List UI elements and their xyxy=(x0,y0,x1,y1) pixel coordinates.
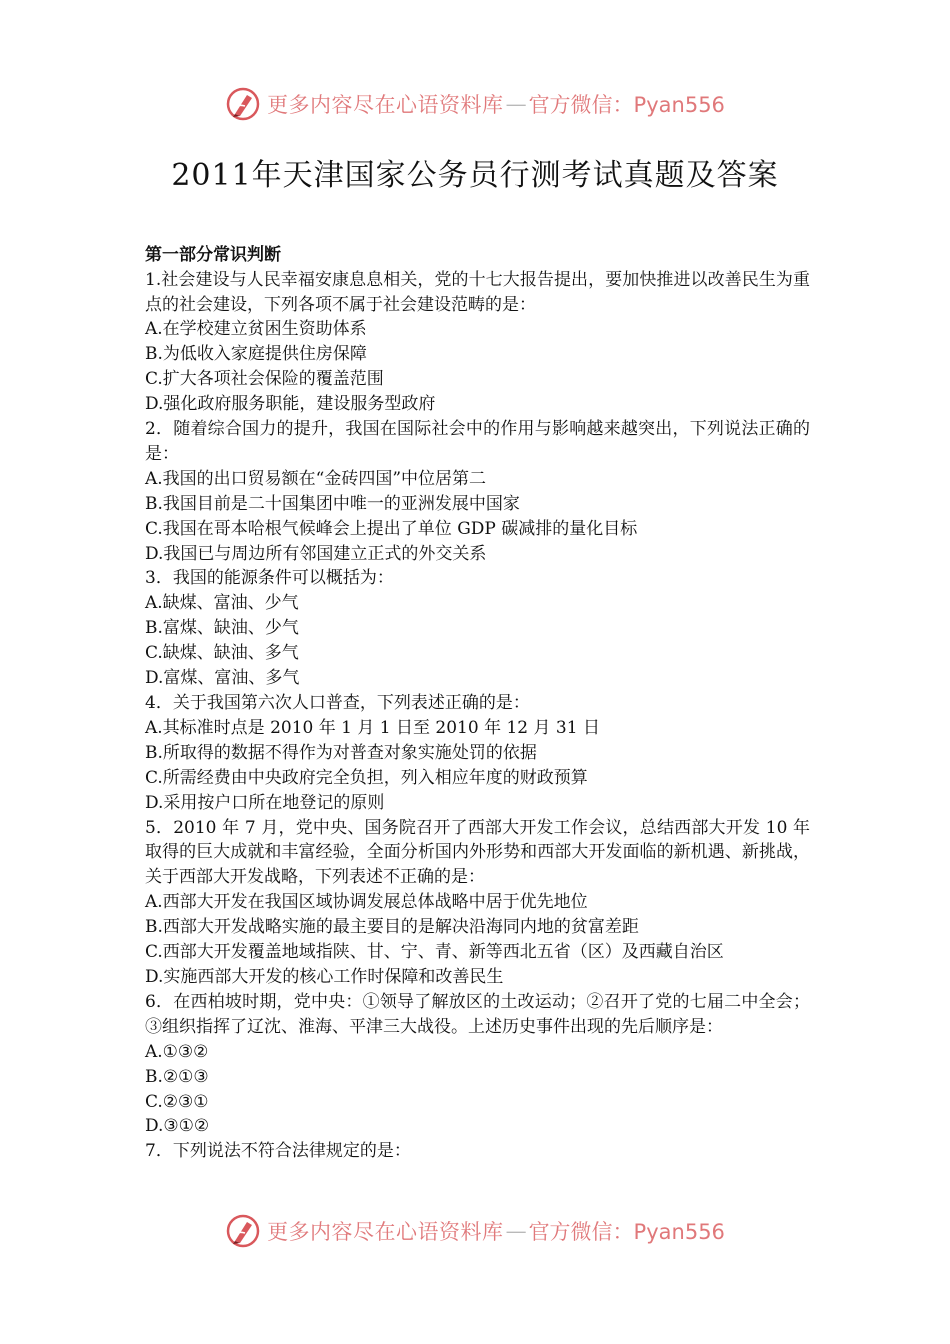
question-5 xyxy=(145,816,810,990)
watermark-separator: — xyxy=(505,1219,527,1243)
question-stem: 7．下列说法不符合法律规定的是： xyxy=(145,1141,411,1162)
option-c: C.缺煤、缺油、多气 xyxy=(145,643,299,664)
option-a: A.①③② xyxy=(145,1041,209,1062)
option-c: C.扩大各项社会保险的覆盖范围 xyxy=(145,369,384,390)
question-stem: 5．2010 年 7 月，党中央、国务院召开了西部大开发工作会议，总结西部大开发 10 年取得的巨大成就和丰富经验，全面分析国内外形势和西部大开发面临的新机遇、新挑战，关于西部大开发战略，下列表述不正确的是： xyxy=(145,817,810,888)
document-body xyxy=(145,243,810,1164)
document-title: 2011年天津国家公务员行测考试真题及答案 xyxy=(171,158,779,193)
question-1 xyxy=(145,268,810,417)
watermark-wechat: 官方微信：Pyan556 xyxy=(528,1220,725,1244)
question-7 xyxy=(145,1139,810,1164)
option-d: D.③①② xyxy=(145,1116,210,1137)
section-heading: 第一部分常识判断 xyxy=(145,245,281,265)
option-a: A.缺煤、富油、少气 xyxy=(145,593,299,614)
option-d: D.强化政府服务职能，建设服务型政府 xyxy=(145,394,436,415)
question-6 xyxy=(145,990,810,1139)
question-4 xyxy=(145,691,810,816)
question-stem: 2．随着综合国力的提升，我国在国际社会中的作用与影响越来越突出，下列说法正确的是： xyxy=(145,419,810,464)
watermark-banner-top xyxy=(0,82,950,126)
option-d: D.采用按户口所在地登记的原则 xyxy=(145,792,385,813)
option-b: B.所取得的数据不得作为对普查对象实施处罚的依据 xyxy=(145,742,537,763)
watermark-banner-bottom xyxy=(0,1209,950,1253)
option-a: A.我国的出口贸易额在“金砖四国”中位居第二 xyxy=(145,468,487,489)
watermark-text: 更多内容尽在心语资料库 xyxy=(267,93,504,117)
watermark-separator: — xyxy=(505,92,527,116)
option-b: B.②①③ xyxy=(145,1066,209,1087)
pen-logo-icon xyxy=(225,1213,261,1249)
question-3 xyxy=(145,566,810,691)
option-b: B.我国目前是二十国集团中唯一的亚洲发展中国家 xyxy=(145,493,520,514)
option-d: D.富煤、富油、多气 xyxy=(145,668,300,689)
question-stem: 6．在西柏坡时期，党中央：①领导了解放区的土改运动；②召开了党的七届二中全会；③组织指挥了辽沈、淮海、平津三大战役。上述历史事件出现的先后顺序是： xyxy=(145,991,810,1037)
option-a: A.西部大开发在我国区域协调发展总体战略中居于优先地位 xyxy=(145,892,588,913)
option-b: B.为低收入家庭提供住房保障 xyxy=(145,344,367,365)
option-c: C.②③① xyxy=(145,1091,209,1112)
option-d: D.我国已与周边所有邻国建立正式的外交关系 xyxy=(145,543,487,564)
option-c: C.西部大开发覆盖地域指陕、甘、宁、青、新等西北五省（区）及西藏自治区 xyxy=(145,942,724,963)
option-c: C.我国在哥本哈根气候峰会上提出了单位 GDP 碳减排的量化目标 xyxy=(145,518,638,539)
question-stem: 1.社会建设与人民幸福安康息息相关，党的十七大报告提出，要加快推进以改善民生为重点的社会建设，下列各项不属于社会建设范畴的是： xyxy=(145,269,810,315)
option-c: C.所需经费由中央政府完全负担，列入相应年度的财政预算 xyxy=(145,767,588,788)
question-stem: 4．关于我国第六次人口普查，下列表述正确的是： xyxy=(145,693,530,713)
option-b: B.富煤、缺油、少气 xyxy=(145,618,299,639)
option-b: B.西部大开发战略实施的最主要目的是解决沿海同内地的贫富差距 xyxy=(145,917,639,938)
pen-logo-icon xyxy=(225,86,261,122)
question-stem: 3．我国的能源条件可以概括为： xyxy=(145,568,394,589)
watermark-wechat: 官方微信：Pyan556 xyxy=(528,93,725,117)
option-a: A.在学校建立贫困生资助体系 xyxy=(145,319,367,340)
option-d: D.实施西部大开发的核心工作时保障和改善民生 xyxy=(145,966,504,987)
question-2 xyxy=(145,417,810,566)
watermark-text: 更多内容尽在心语资料库 xyxy=(267,1220,504,1244)
option-a: A.其标准时点是 2010 年 1 月 1 日至 2010 年 12 月 31 日 xyxy=(145,717,600,738)
